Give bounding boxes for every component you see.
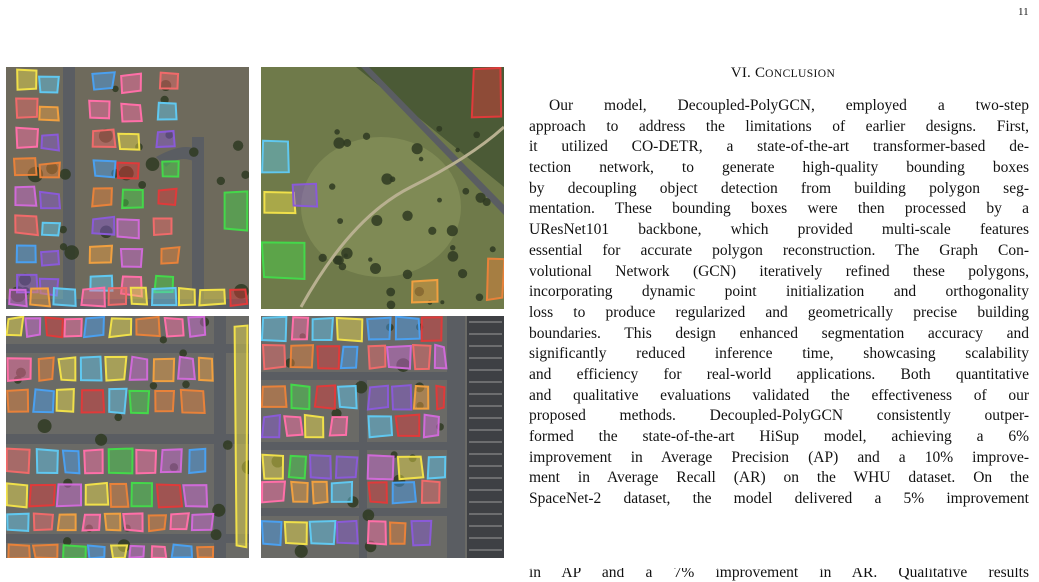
building-polygon	[337, 521, 358, 544]
building-polygon	[317, 346, 339, 369]
tree	[329, 183, 335, 189]
tree	[448, 251, 459, 262]
tree	[64, 245, 79, 260]
building-polygon	[131, 288, 147, 305]
building-polygon	[41, 135, 58, 151]
building-polygon	[262, 482, 285, 503]
building-polygon	[158, 189, 176, 205]
building-polygon	[122, 190, 143, 208]
building-polygon	[131, 483, 152, 506]
road	[6, 344, 249, 353]
building-polygon	[435, 345, 447, 368]
tree	[339, 263, 347, 271]
building-polygon	[411, 521, 431, 546]
paragraph-line: and qualitative evaluations validated the effectiveness of our	[529, 386, 1029, 404]
paragraph-line: in AP and a 7% improvement in AR. Qualitative results	[529, 568, 1029, 581]
tree	[476, 294, 484, 302]
building-polygon	[367, 318, 390, 340]
building-polygon	[117, 219, 138, 238]
page-number: 11	[1018, 6, 1029, 18]
paragraph-line-cutoff	[529, 568, 1029, 582]
tree	[419, 157, 424, 162]
building-polygon	[64, 319, 81, 337]
building-polygon	[117, 163, 138, 179]
paragraph-line: essential for accurate polygon reconstruction. The Graph Con-	[529, 241, 1029, 259]
building-polygon	[29, 485, 55, 507]
building-polygon	[40, 192, 60, 208]
conclusion-paragraph	[529, 96, 1029, 510]
building-polygon	[136, 450, 156, 474]
building-polygon	[45, 318, 62, 338]
paragraph-line: tection network, to generate high-quality bounding boxes	[529, 159, 1029, 177]
tree	[440, 300, 444, 304]
road	[447, 316, 465, 558]
building-polygon	[30, 288, 50, 306]
building-polygon	[33, 389, 54, 412]
building-polygon	[154, 218, 172, 234]
building-polygon	[262, 317, 286, 341]
tree	[363, 509, 375, 521]
building-polygon	[262, 415, 280, 437]
tree	[217, 177, 225, 185]
building-polygon	[63, 545, 86, 558]
building-polygon	[292, 317, 308, 339]
building-polygon	[368, 521, 386, 544]
building-polygon	[179, 288, 195, 305]
tree	[59, 226, 67, 234]
building-polygon	[94, 160, 116, 177]
building-polygon	[368, 416, 392, 437]
building-polygon	[330, 417, 347, 435]
building-polygon	[337, 318, 363, 341]
building-polygon	[436, 386, 444, 409]
tree	[450, 245, 455, 250]
building-polygon	[160, 73, 178, 89]
building-polygon	[129, 391, 149, 413]
building-polygon	[93, 130, 116, 147]
tree	[458, 269, 467, 278]
building-polygon	[158, 103, 177, 120]
tree	[412, 143, 423, 154]
building-polygon	[34, 514, 53, 531]
tree	[363, 133, 370, 140]
tree	[368, 257, 372, 261]
building-polygon	[289, 456, 306, 479]
building-polygon	[422, 481, 440, 503]
parking-lot	[467, 316, 504, 558]
tree	[337, 218, 343, 224]
building-polygon	[110, 484, 128, 507]
paragraph-line: by decoupling object detection from building polygon seg-	[529, 179, 1029, 197]
building-polygon	[387, 346, 411, 369]
building-polygon	[263, 345, 285, 369]
paragraph-line: UResNet101 backbone, which provided multi-scale features	[529, 221, 1029, 239]
section-title-rest: ONCLUSION	[765, 68, 836, 80]
building-polygon	[422, 317, 442, 341]
building-polygon	[312, 482, 327, 504]
building-polygon	[86, 483, 109, 505]
building-polygon	[424, 415, 439, 438]
building-polygon	[57, 484, 81, 506]
building-polygon	[172, 545, 192, 558]
building-polygon	[199, 290, 225, 306]
tree	[63, 537, 71, 545]
building-polygon	[105, 357, 126, 381]
building-polygon	[90, 246, 112, 263]
building-polygon	[315, 385, 335, 408]
building-polygon	[129, 546, 144, 558]
building-polygon	[155, 391, 174, 411]
building-polygon	[313, 318, 333, 340]
road	[214, 316, 226, 558]
building-polygon	[235, 326, 248, 548]
building-polygon	[109, 449, 133, 474]
building-polygon	[368, 346, 385, 369]
building-polygon	[262, 141, 289, 173]
aerial-image-grid-with-parking	[261, 316, 504, 558]
building-polygon	[396, 415, 420, 436]
road	[261, 508, 451, 516]
building-polygon	[332, 482, 352, 502]
building-polygon	[161, 247, 179, 263]
building-polygon	[181, 390, 205, 413]
building-polygon	[428, 457, 446, 479]
building-polygon	[310, 521, 336, 544]
tree	[455, 148, 460, 153]
building-polygon	[7, 317, 24, 336]
tree	[428, 227, 436, 235]
building-polygon	[8, 358, 31, 381]
figure-panel-top-right	[261, 67, 504, 309]
building-polygon	[105, 514, 121, 531]
tree	[462, 188, 469, 195]
paragraph-line: improvement in Average Precision (AP) and a 10% improve-	[529, 448, 1029, 466]
building-polygon	[199, 358, 213, 381]
road	[261, 372, 451, 380]
building-polygon	[390, 522, 405, 543]
tree	[138, 181, 146, 189]
tree	[381, 173, 392, 184]
tree	[95, 434, 107, 446]
tree	[182, 381, 190, 389]
building-polygon	[81, 357, 102, 381]
building-polygon	[17, 70, 36, 90]
building-polygon	[165, 318, 184, 336]
building-polygon	[472, 68, 501, 117]
building-polygon	[37, 449, 58, 473]
building-polygon	[92, 217, 114, 235]
road	[359, 380, 367, 558]
building-polygon	[398, 457, 423, 480]
building-polygon	[392, 385, 411, 409]
building-polygon	[188, 317, 205, 337]
road	[261, 442, 451, 450]
building-polygon	[291, 482, 307, 502]
building-polygon	[171, 513, 189, 529]
building-polygon	[25, 318, 40, 337]
building-polygon	[121, 74, 141, 93]
building-polygon	[84, 317, 104, 337]
tree	[344, 254, 348, 258]
building-polygon	[262, 386, 287, 407]
aerial-image-park	[261, 67, 504, 309]
building-polygon	[412, 280, 438, 302]
building-polygon	[487, 259, 504, 300]
building-polygon	[178, 357, 195, 379]
tree	[402, 211, 412, 221]
building-polygon	[396, 317, 420, 340]
tree	[473, 131, 480, 138]
building-polygon	[8, 545, 29, 558]
building-polygon	[413, 345, 430, 369]
building-polygon	[58, 514, 76, 530]
paragraph-line: proposed methods. Decoupled-PolyGCN consistently outper-	[529, 407, 1029, 425]
road	[63, 67, 75, 309]
tree	[189, 147, 199, 157]
tree	[436, 126, 442, 132]
paragraph-line: and efficiency for real-world applications. Both quantitative	[529, 365, 1029, 383]
tree	[437, 198, 442, 203]
tree	[295, 545, 308, 558]
building-polygon	[157, 484, 182, 507]
building-polygon	[109, 389, 126, 414]
building-polygon	[192, 514, 213, 530]
building-polygon	[291, 345, 314, 367]
tree	[386, 288, 395, 297]
section-title-first-letter: C	[754, 65, 766, 81]
tree	[319, 254, 327, 262]
tree	[233, 140, 243, 150]
building-polygon	[109, 318, 131, 337]
building-polygon	[262, 521, 282, 545]
tree	[212, 504, 225, 517]
tree	[334, 129, 340, 135]
building-polygon	[16, 99, 37, 118]
building-polygon	[338, 386, 357, 408]
paragraph-line: boundaries. This design enhanced segmentation accuracy and	[529, 324, 1029, 342]
paragraph-line: significantly reduced inference time, showcasing scalability	[529, 345, 1029, 363]
building-polygon	[336, 457, 357, 478]
building-polygon	[7, 390, 28, 412]
building-polygon	[39, 77, 59, 93]
building-polygon	[7, 514, 28, 531]
figure-panel-top-left	[6, 67, 249, 309]
building-polygon	[291, 385, 309, 409]
building-polygon	[59, 357, 76, 380]
building-polygon	[111, 545, 127, 558]
building-polygon	[393, 482, 416, 503]
tree	[371, 215, 382, 226]
building-polygon	[162, 161, 178, 176]
paragraph-line: incorporating dynamic point initialization and orthogonality	[529, 283, 1029, 301]
building-polygon	[153, 359, 174, 381]
building-polygon	[121, 104, 141, 122]
building-polygon	[89, 101, 109, 119]
paragraph-line: loss to produce regularized and geometrically precise building	[529, 303, 1029, 321]
building-polygon	[40, 163, 60, 178]
paragraph-line: Our model, Decoupled-PolyGCN, employed a two-step	[549, 97, 1029, 114]
building-polygon	[63, 451, 80, 474]
aerial-image-dense-rows	[6, 316, 249, 558]
building-polygon	[7, 483, 28, 507]
building-polygon	[230, 289, 247, 305]
tree	[483, 198, 491, 206]
tree	[38, 419, 52, 433]
building-polygon	[14, 158, 37, 175]
tree	[211, 529, 222, 540]
building-polygon	[17, 246, 36, 263]
building-polygon	[368, 386, 388, 410]
building-polygon	[15, 215, 38, 235]
section-heading	[528, 65, 1038, 82]
building-polygon	[136, 317, 159, 336]
section-numeral: VI.	[730, 65, 755, 81]
tree	[403, 270, 412, 279]
paragraph-line: formed the state-of-the-art HiSup model, achieving a 6%	[529, 428, 1029, 445]
building-polygon	[16, 128, 38, 148]
paragraph-line: ment in Average Recall (AR) on the WHU dataset. On the	[529, 469, 1029, 487]
tree	[114, 413, 122, 421]
building-polygon	[264, 192, 295, 213]
building-polygon	[183, 485, 207, 506]
building-polygon	[197, 547, 213, 558]
building-polygon	[341, 347, 357, 368]
tree	[150, 382, 157, 389]
tree	[447, 225, 458, 236]
tree	[333, 137, 344, 148]
paragraph-line: volutional Network (GCN) iteratively refined these polygons,	[529, 262, 1029, 280]
road	[6, 434, 249, 444]
building-polygon	[15, 187, 36, 206]
building-polygon	[88, 546, 105, 558]
paragraph-line: SpaceNet-2 dataset, the model delivered a 5% improvement	[529, 490, 1029, 508]
building-polygon	[57, 389, 74, 412]
paragraph-line: it utilized CO-DETR, a state-of-the-art transformer-based de-	[529, 138, 1029, 156]
building-polygon	[225, 191, 248, 230]
building-polygon	[41, 251, 59, 266]
building-polygon	[7, 449, 30, 473]
paragraph-line: mentation. These bounding boxes were then processed by a	[529, 200, 1029, 218]
building-polygon	[161, 449, 182, 472]
tree	[370, 263, 381, 274]
figure-panel-bottom-right	[261, 316, 504, 558]
figure-panel-bottom-left	[6, 316, 249, 558]
building-polygon	[149, 515, 166, 531]
building-polygon	[33, 545, 57, 558]
building-polygon	[109, 288, 127, 305]
tree	[179, 349, 187, 357]
building-polygon	[368, 482, 386, 502]
building-polygon	[368, 455, 394, 479]
building-polygon	[310, 455, 331, 479]
building-polygon	[81, 288, 105, 307]
building-polygon	[305, 415, 323, 437]
building-polygon	[130, 357, 148, 380]
building-polygon	[121, 249, 142, 267]
building-polygon	[123, 513, 142, 531]
building-polygon	[53, 288, 75, 306]
building-polygon	[39, 107, 58, 121]
building-polygon	[42, 223, 60, 236]
aerial-image-suburban	[6, 67, 249, 309]
tree	[146, 157, 160, 171]
tree	[341, 248, 352, 259]
tree	[223, 440, 233, 450]
building-polygon	[92, 72, 114, 89]
building-polygon	[189, 449, 205, 473]
building-polygon	[92, 188, 112, 206]
building-polygon	[262, 455, 283, 479]
building-polygon	[118, 134, 139, 150]
building-polygon	[9, 290, 27, 306]
building-polygon	[82, 390, 105, 412]
building-polygon	[284, 416, 302, 436]
paragraph-line: approach to address the limitations of earlier designs. First,	[529, 117, 1029, 135]
building-polygon	[152, 546, 166, 558]
building-polygon	[84, 450, 102, 474]
building-polygon	[83, 515, 101, 531]
building-polygon	[152, 288, 176, 305]
tree	[387, 300, 396, 309]
building-polygon	[39, 358, 54, 381]
building-polygon	[293, 184, 317, 207]
tree	[160, 336, 167, 343]
building-polygon	[262, 242, 305, 279]
building-polygon	[156, 131, 174, 147]
building-polygon	[285, 522, 307, 544]
tree	[60, 169, 71, 180]
building-polygon	[414, 386, 428, 409]
tree	[490, 246, 496, 252]
